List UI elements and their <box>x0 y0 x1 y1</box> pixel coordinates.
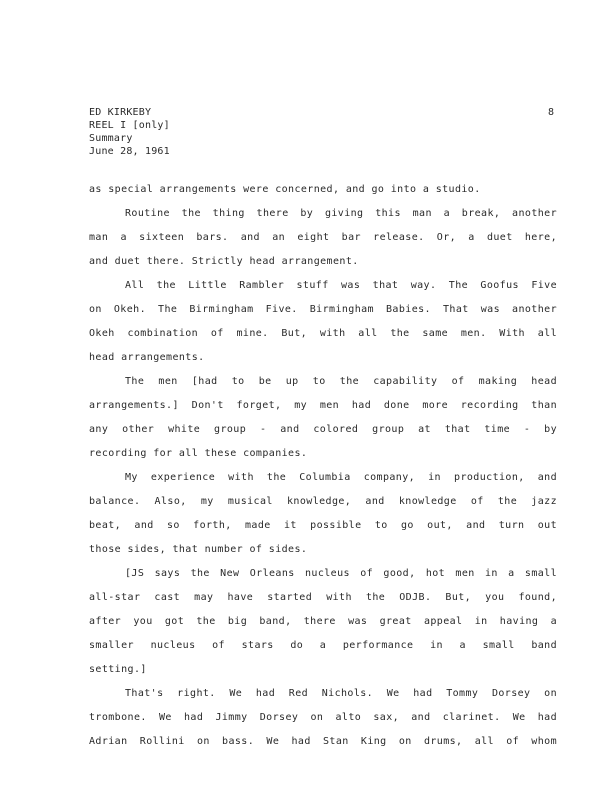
body-line: Adrian Rollini on bass. We had Stan King on drums, all of whom <box>89 736 557 747</box>
body-line: on Okeh. The Birmingham Five. Birmingham Babies. That was another <box>89 304 557 315</box>
body-line: That's right. We had Red Nichols. We had Tommy Dorsey on <box>125 688 557 699</box>
body-line: those sides, that number of sides. <box>89 544 308 555</box>
body-line: beat, and so forth, made it possible to go out, and turn out <box>89 520 557 531</box>
document-type: Summary <box>89 133 133 144</box>
reel-label: REEL I [only] <box>89 120 170 131</box>
body-line: setting.] <box>89 664 147 675</box>
body-line: [JS says the New Orleans nucleus of good, hot men in a small <box>125 568 557 579</box>
interview-date: June 28, 1961 <box>89 146 170 157</box>
body-line: all-star cast may have started with the ODJB. But, you found, <box>89 592 557 603</box>
transcript-body <box>89 178 557 754</box>
body-line: recording for all these companies. <box>89 448 308 459</box>
body-line: as special arrangements were concerned, and go into a studio. <box>89 184 481 195</box>
body-line: head arrangements. <box>89 352 205 363</box>
body-line: The men [had to be up to the capability of making head <box>125 376 557 387</box>
body-line: balance. Also, my musical knowledge, and knowledge of the jazz <box>89 496 557 507</box>
body-line: All the Little Rambler stuff was that way. The Goofus Five <box>125 280 557 291</box>
body-line: arrangements.] Don't forget, my men had done more recording than <box>89 400 557 411</box>
body-line: after you got the big band, there was great appeal in having a <box>89 616 557 627</box>
body-line: smaller nucleus of stars do a performance in a small band <box>89 640 557 651</box>
body-line: any other white group - and colored group at that time - by <box>89 424 557 435</box>
body-line: My experience with the Columbia company, in production, and <box>125 472 557 483</box>
document-header <box>89 106 170 158</box>
body-line: Routine the thing there by giving this man a break, another <box>125 208 557 219</box>
body-line: man a sixteen bars. and an eight bar release. Or, a duet here, <box>89 232 557 243</box>
body-line: Okeh combination of mine. But, with all the same men. With all <box>89 328 557 339</box>
body-line: trombone. We had Jimmy Dorsey on alto sax, and clarinet. We had <box>89 712 557 723</box>
page-number: 8 <box>548 107 555 118</box>
interviewee-name: ED KIRKEBY <box>89 107 152 118</box>
body-line: and duet there. Strictly head arrangement. <box>89 256 359 267</box>
